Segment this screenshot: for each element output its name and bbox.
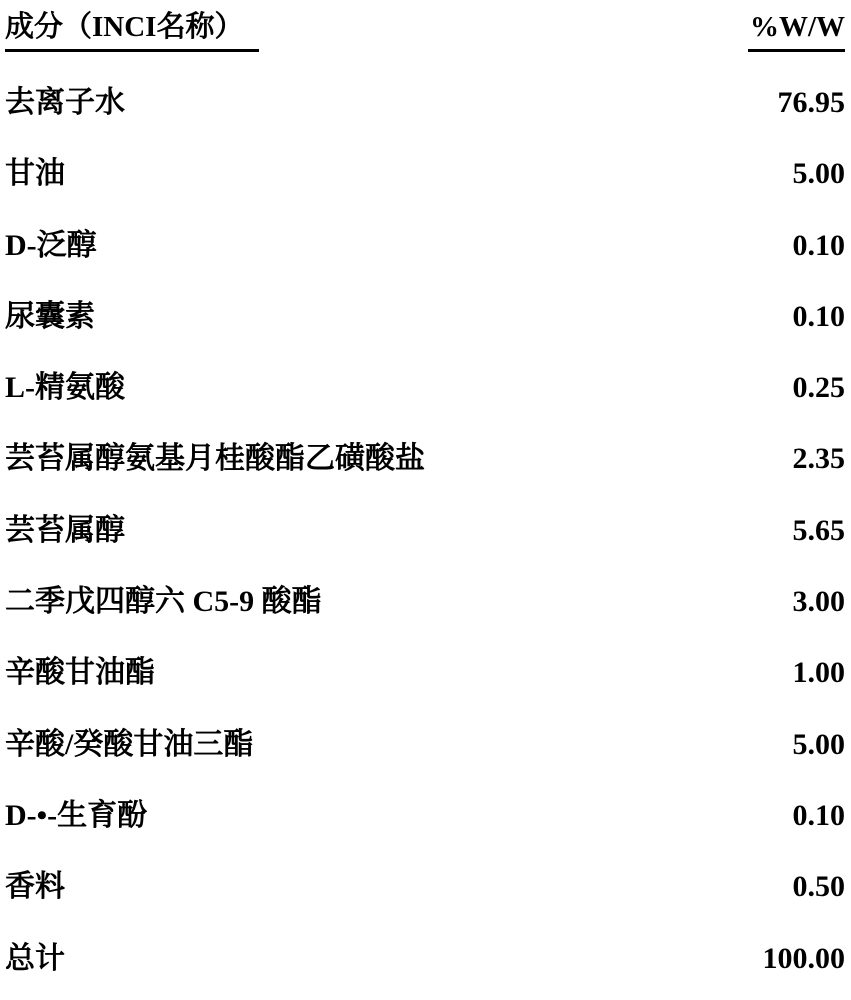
- table-header-row: [5, 10, 845, 85]
- percent-cell: 1.00: [792, 656, 845, 690]
- percent-cell: 0.10: [792, 299, 845, 333]
- table-row: [5, 584, 845, 655]
- ingredient-cell: 芸苔属醇: [5, 513, 125, 547]
- table-row: [5, 370, 845, 441]
- percent-cell: 5.00: [792, 727, 845, 761]
- table-row: [5, 156, 845, 227]
- ingredient-cell: D-•-生育酚: [5, 798, 148, 832]
- percent-cell: 5.00: [792, 157, 845, 191]
- table-row: [5, 727, 845, 798]
- ingredient-cell: L-精氨酸: [5, 371, 125, 405]
- ingredient-cell: 辛酸/癸酸甘油三酯: [5, 727, 254, 761]
- table-row: [5, 655, 845, 726]
- table-row: [5, 869, 845, 940]
- ingredient-cell: 芸苔属醇氨基月桂酸酯乙磺酸盐: [5, 442, 425, 476]
- ingredient-cell: D-泛醇: [5, 228, 97, 262]
- ingredient-cell: 尿囊素: [5, 299, 95, 333]
- percent-cell: 76.95: [777, 86, 845, 119]
- percent-cell: 0.50: [792, 870, 845, 904]
- table-row: [5, 228, 845, 299]
- percent-cell: 3.00: [792, 585, 845, 619]
- percent-cell: 2.35: [792, 442, 845, 476]
- table-row: [5, 513, 845, 584]
- percent-cell: 0.10: [792, 798, 845, 832]
- table-row: [5, 941, 845, 1000]
- ingredient-cell: 二季戊四醇六 C5-9 酸酯: [5, 585, 322, 619]
- ingredient-cell: 甘油: [5, 157, 65, 191]
- ingredient-cell: 总计: [5, 941, 65, 975]
- table-row: [5, 798, 845, 869]
- ingredient-cell: 香料: [5, 870, 65, 904]
- percent-cell: 100.00: [762, 941, 845, 975]
- table-row: [5, 85, 845, 156]
- ingredient-cell: 去离子水: [5, 86, 125, 119]
- table-row: [5, 299, 845, 370]
- table-row: [5, 441, 845, 512]
- ingredient-cell: 辛酸甘油酯: [5, 656, 155, 690]
- percent-cell: 0.25: [792, 371, 845, 405]
- column-header-ingredient: 成分（INCI名称）: [5, 10, 259, 52]
- percent-cell: 0.10: [792, 228, 845, 262]
- column-header-percent: %W/W: [748, 10, 845, 52]
- percent-cell: 5.65: [792, 513, 845, 547]
